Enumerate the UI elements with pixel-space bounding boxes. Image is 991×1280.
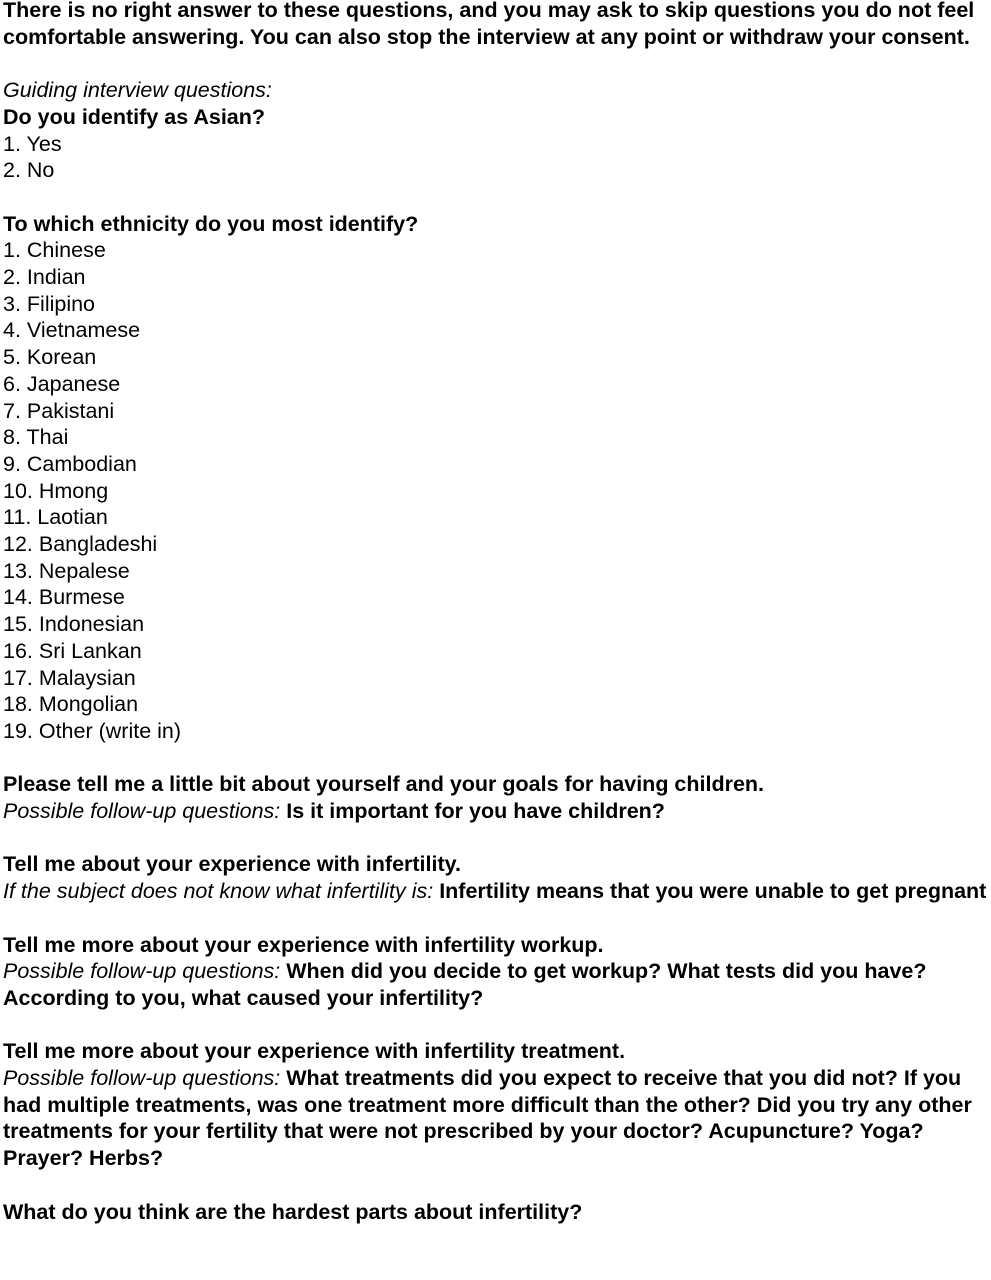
answer-option: 12. Bangladeshi [3,532,158,557]
answer-option: 1. Yes [3,131,62,156]
spacer [3,745,987,772]
guiding-questions-heading: Guiding interview questions: [3,78,272,103]
spacer [3,50,987,77]
answer-option: 13. Nepalese [3,558,130,583]
intro-paragraph: There is no right answer to these questions, and you may ask to skip questions you do not feel comfortable answering. You can also stop the interview at any point or withdraw your consent. [3,0,975,49]
followup-text: What treatments did you expect to receive that you did not? If you had multiple treatments, was one treatment more difficult than the other? Did you try any other treatments for your fertility that were not prescribed by your doctor? Acupuncture? Yoga? Prayer? Herbs? [3,1066,972,1171]
interview-guide-document [3,0,987,1225]
spacer [3,825,987,852]
question-text: Tell me about your experience with infertility. [3,852,461,877]
answer-option: 2. Indian [3,265,86,289]
answer-option: 1. Chinese [3,238,106,263]
followup-line [3,798,987,825]
followup-label: Possible follow-up questions: [3,1066,281,1091]
question-treatment [3,1038,987,1172]
answer-option: 3. Filipino [3,291,96,316]
answer-option: 17. Malaysian [3,665,136,690]
followup-line [3,958,987,1011]
answer-option: 8. Thai [3,425,69,450]
spacer [3,905,987,932]
answer-option: 6. Japanese [3,371,121,396]
question-infertility [3,851,987,904]
question-text: Please tell me a little bit about yourself and your goals for having children. [3,772,765,797]
question-goals [3,771,987,824]
followup-label: Possible follow-up questions: [3,799,281,824]
note-text: Infertility means that you were unable to get pregnant [439,879,987,904]
followup-label: Possible follow-up questions: [3,959,281,984]
answer-option: 18. Mongolian [3,692,139,717]
answer-option: 15. Indonesian [3,612,145,637]
question-text: To which ethnicity do you most identify? [3,211,419,236]
question-workup [3,932,987,1012]
answer-option: 2. No [3,158,55,183]
question-hardest [3,1199,987,1226]
question-text: Do you identify as Asian? [3,104,266,129]
question-asian [3,104,987,184]
answer-option: 9. Cambodian [3,451,137,476]
answer-option: 11. Laotian [3,505,108,530]
followup-line [3,1065,987,1172]
answer-option: 10. Hmong [3,478,109,503]
question-text: Tell me more about your experience with infertility workup. [3,932,604,957]
answer-option: 19. Other (write in) [3,718,182,743]
answer-option: 4. Vietnamese [3,318,141,343]
spacer [3,184,987,211]
answer-option: 7. Pakistani [3,398,115,423]
question-ethnicity [3,211,987,745]
answer-option: 14. Burmese [3,585,125,610]
followup-text: When did you decide to get workup? What tests did you have? According to you, what caused your infertility? [3,959,927,1010]
spacer [3,1012,987,1039]
question-text: Tell me more about your experience with infertility treatment. [3,1039,626,1064]
question-text: What do you think are the hardest parts about infertility? [3,1199,583,1224]
answer-option: 16. Sri Lankan [3,638,142,663]
answer-option: 5. Korean [3,345,97,370]
spacer [3,1172,987,1199]
note-label: If the subject does not know what infertility is: [3,879,434,904]
followup-text: Is it important for you have children? [286,799,665,824]
note-line [3,878,987,905]
